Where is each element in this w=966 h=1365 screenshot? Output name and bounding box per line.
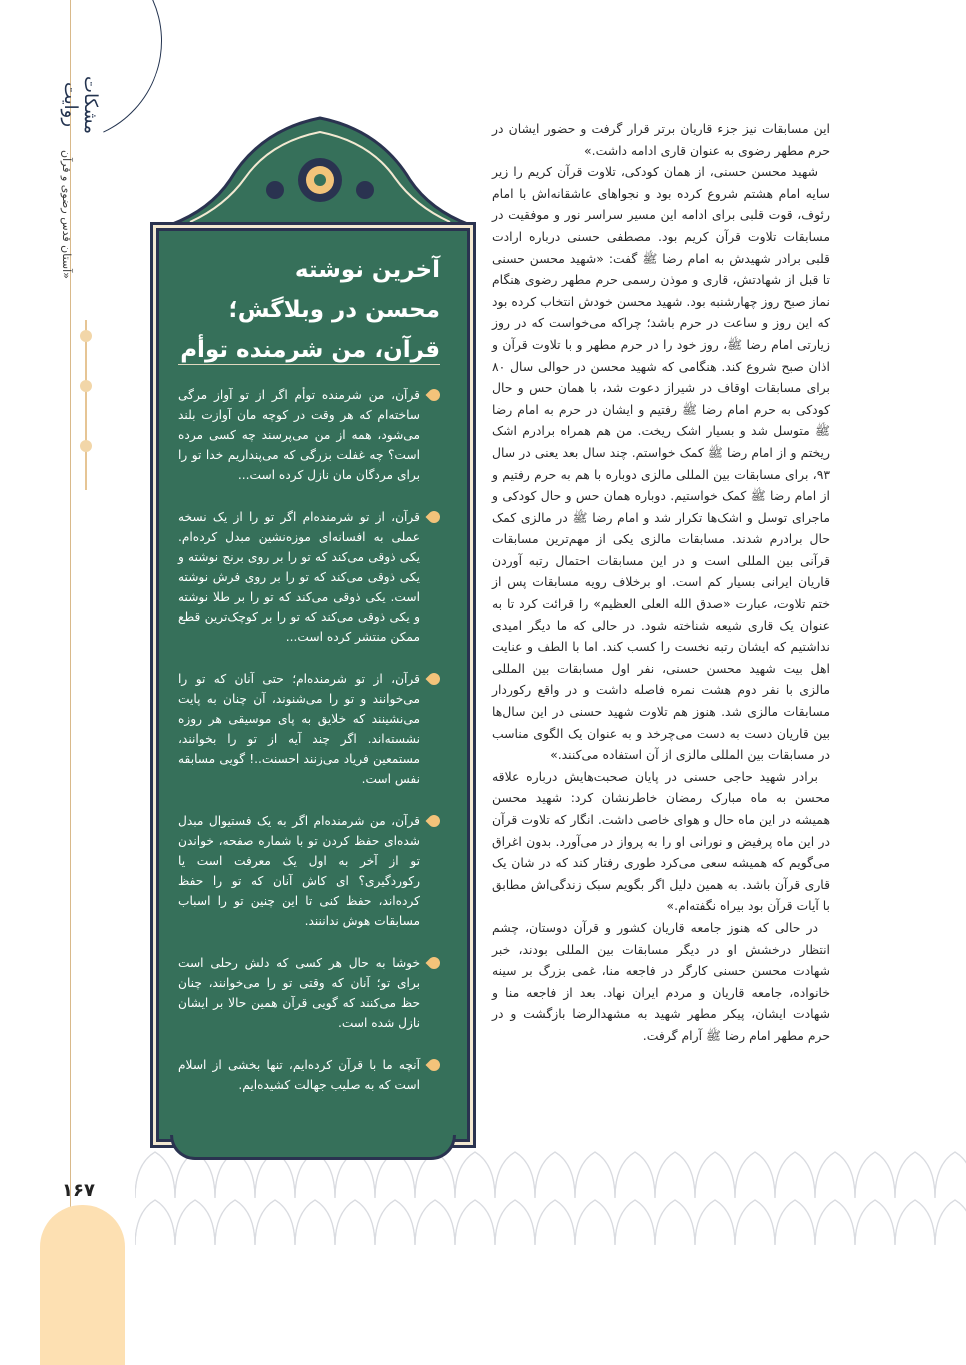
panel-quote-item (178, 811, 440, 931)
panel-quote-text: قرآن، من شرمنده توأم اگر از تو آواز مرگی ساخته‌ام که هر وقت در کوچه مان آوازت بلند می‌شود، همه از من می‌پرسند چه کسی مرده است؟ چه غفلت بزرگی که می‌پنداریم خدا تو را برای مردگان مان نازل کرده است... (178, 388, 420, 482)
panel-quote-text: قرآن، از تو شرمنده‌ام؛ حتی آنان که تو را می‌خوانند و تو را می‌شنوند، آن چنان به پایت می‌نشینند که خلایق به پای موسیقی هر روزه نشسته‌اند. اگر چند آیه از تو را بخوانند، مستمعین فریاد می‌زنند احسنت..! گویی مسابقه نفس است. (178, 672, 420, 786)
page-number: ۱۶۷ (62, 1180, 95, 1201)
section-caption: آستان قدس رضوی و قرآن» (60, 150, 73, 279)
panel-crown-ornament (170, 110, 470, 230)
bullet-icon (426, 1057, 443, 1074)
panel-quote-item (178, 669, 440, 789)
panel-quote-text: آنچه ما با قرآن کرده‌ایم، تنها بخشی از اسلام است که به صلیب جهالت کشیده‌ایم. (178, 1058, 420, 1092)
bullet-icon (426, 671, 443, 688)
side-tab-ornament (40, 1205, 125, 1365)
panel-title-line-2: محسن در وبلاگش؛ (228, 297, 440, 323)
panel-title (178, 250, 440, 370)
article-paragraph: در حالی که هنوز جامعه قاریان کشور و قرآن دوستان، چشم انتظار درخشش او در دیگر مسابقات بین المللی بودند، خبر شهادت محسن حسنی کارگر در فاجعه منا، غمی بزرگ بر سینه خانواده، جامعه قاریان و مردم ایران نهاد. بعد از فاجعه منا و شهادت ایشان، پیکر مطهر شهید به مشهدالرضا بازگشت و در حرم مطهر امام رضا ﷺ آرام گرفت. (492, 919, 830, 1043)
bullet-icon (426, 509, 443, 526)
panel-quote-item (178, 1055, 440, 1095)
panel-quote-item (178, 507, 440, 647)
panel-quote-list (178, 385, 440, 1117)
panel-quote-text: قرآن، از تو شرمنده‌ام اگر تو را از یک نسخه عملی به افسانه‌ای موزه‌نشین مبدل کرده‌ام. یکی ذوقی می‌کند که تو را بر روی برنج نوشته و یکی ذوقی می‌کند که تو را بر روی فرش نوشته است. یکی ذوقی می‌کند که تو را بر طلا نوشته و یکی ذوقی می‌کند که تو را بر کوچک‌ترین قطع ممکن منتشر کرده است... (178, 510, 420, 644)
finial-ornament (78, 320, 94, 490)
panel-title-line-3: قرآن، من شرمنده توأم (180, 337, 440, 363)
article-paragraph: برادر شهید حاجی حسنی در پایان صحبت‌هایش درباره علاقه محسن به ماه مبارک رمضان خاطرنشان کرد: شهید محسن همیشه در این ماه حال و هوای خاصی داشت. انگار که تلاوت قرآن در این ماه پرفیض و نورانی او را به پرواز در می‌آورد. بدون اغراق می‌گویم که همیشه سعی می‌کرد طوری رفتار کند که در شان یک قاری قرآن باشد. به همین دلیل اگر بگویم سبک زندگی‌اش مطابق با آیات قرآن بود بیراه نگفته‌ام.» (492, 768, 830, 914)
panel-title-divider (178, 364, 440, 365)
bottom-pattern-ornament (135, 1150, 966, 1245)
article-paragraph: شهید محسن حسنی، از همان کودکی، تلاوت قرآن کریم را زیر سایه امام هشتم شروع کرده بود و نجواهای عاشقانه‌اش با امام رئوف، قوت قلبی برای ادامه این مسیر سراسر نور و موفقیت در مسابقات تلاوت قرآن کریم بود. مصطفی حسنی درباره ارادت قلبی برادر شهیدش به امام رضا ﷺ گفت: «شهید محسن حسنی تا قبل از شهادتش، قاری و موذن رسمی حرم مطهر رضوی هنگام نماز صبح روز چهارشنبه بود. شهید محسن خودش انتخاب کرده بود که این روز و ساعت در حرم باشد؛ چراکه می‌خواست که در روز زیارتی امام رضا ﷺ، روز خود را در حرم مطهر و با تلاوت قرآن و اذان صبح شروع کند. هنگامی که شهید محسن در حوالی سال ۸۰ برای مسابقات اوقاف در شیراز دعوت شد، با همان حس و حال کودکی به حرم امام رضا ﷺ رفتیم و ایشان در حرم به امام رضا ﷺ متوسل شد و بسیار اشک ریخت. من هم همراه برادرم اشک ریختم و از امام رضا ﷺ کمک خواستم. چند سال بعد یعنی در سال ۹۳، برای مسابقات بین المللی مالزی دوباره با هم به حرم رفتیم و از امام رضا ﷺ کمک خواستیم. دوباره همان حس و حال کودکی و ماجرای توسل و اشک‌ها تکرار شد و امام رضا ﷺ در مالزی کمک حال برادرم شدند. مسابقات مالزی یکی از مهم‌ترین مسابقات قرآنی بین المللی است و در این مسابقات احتمال رتبه آوردن قاریان ایرانی بسیار کم است. او برخلاف رویه مسابقات پس از ختم تلاوت، عبارت «صدق الله العلی العظیم» را قرائت کرد تا به عنوان یک قاری شیعه شناخته شود. در حالی که ما دیگر امیدی نداشتیم که ایشان رتبه نخست را کسب کند. اما با الطف و عنایت اهل بیت شهید محسن حسنی، نفر اول مسابقات بین المللی مالزی با نفر دوم هشت نمره فاصله داشت و در واقع رکوردار مسابقات مالزی شد. هنوز هم تلاوت شهید حسنی در این سال‌ها بین قاریان دست به دست می‌چرخد و به عنوان یک الگوی مناسب در مسابقات بین المللی مالزی از آن استفاده می‌کنند.» (492, 164, 830, 763)
article-body (492, 118, 830, 1047)
magazine-logo: مشکات روايت (60, 75, 101, 135)
panel-quote-item (178, 953, 440, 1033)
panel-quote-text: قرآن، من شرمنده‌ام اگر به یک فستیوال مبدل شده‌ای حفظ کردن تو با شماره صفحه، خواندن تو از آخر به اول یک معرفت است یا رکوردگیری؟ ای کاش آنان که تو را حفظ کرده‌اند، حفظ کنی تا این چنین تو را اسباب مسابقات هوش نداننند. (178, 814, 420, 928)
bullet-icon (426, 813, 443, 830)
bullet-icon (426, 387, 443, 404)
bullet-icon (426, 955, 443, 972)
quote-panel-base (170, 1135, 456, 1160)
panel-quote-item (178, 385, 440, 485)
panel-title-line-1: آخرین نوشته (294, 257, 440, 283)
panel-quote-text: خوشا به حال هر کسی که دلش رحلی است برای تو؛ آنان که وقتی تو را می‌خوانند، چنان حظ می‌کنند که گویی قرآن همین حالا بر ایشان نازل شده است. (178, 956, 420, 1030)
article-paragraph: این مسابقات نیز جزء قاریان برتر قرار گرفت و حضور ایشان در حرم مطهر رضوی به عنوان قاری ادامه داشت.» (492, 121, 830, 158)
